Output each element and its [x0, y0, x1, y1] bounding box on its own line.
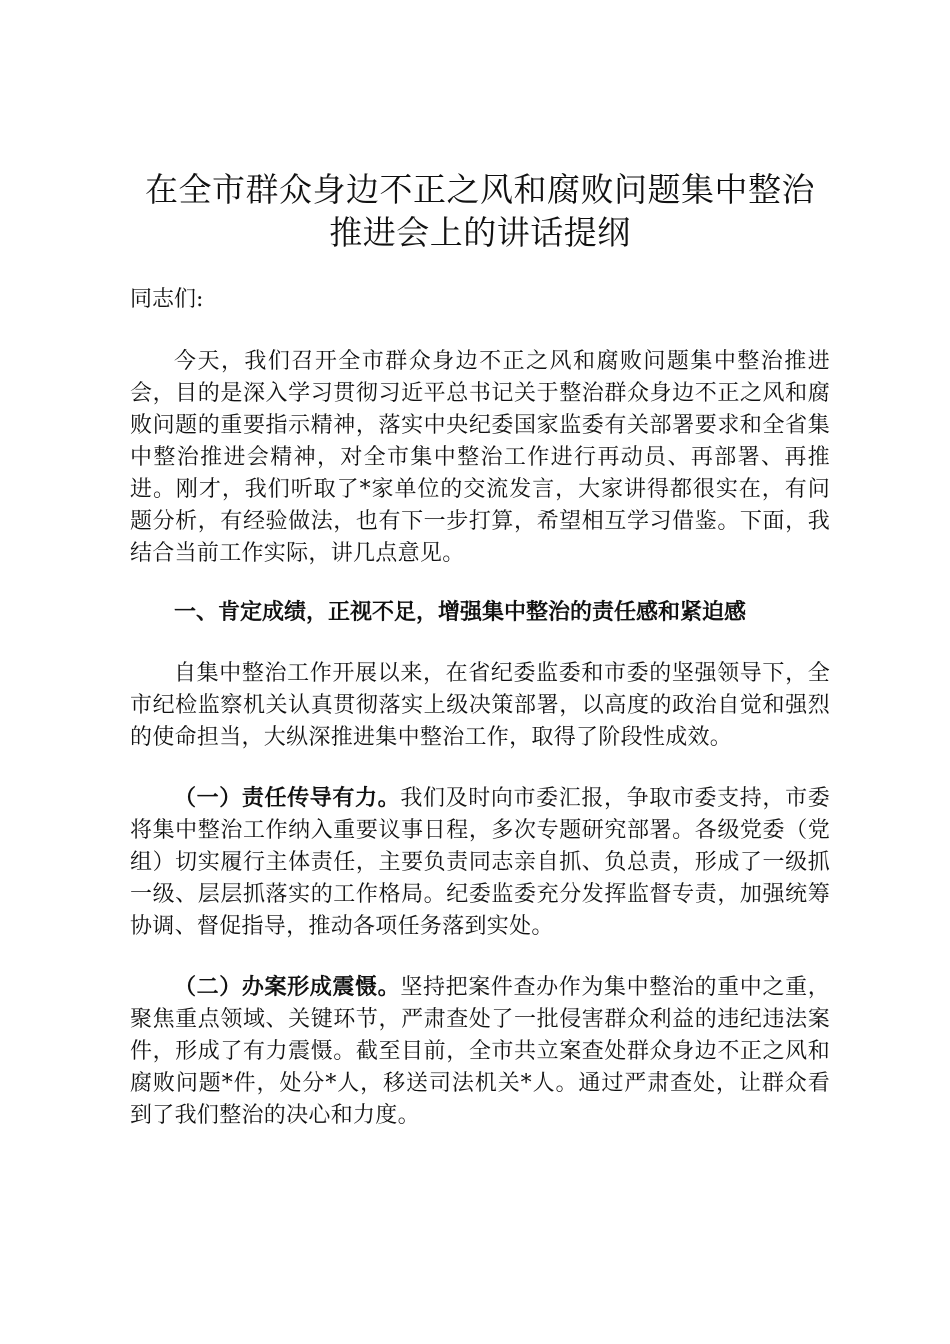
intro-paragraph: 今天，我们召开全市群众身边不正之风和腐败问题集中整治推进会，目的是深入学习贯彻习近平总书记关于整治群众身边不正之风和腐败问题的重要指示精神，落实中央纪委国家监委有关部署要求和全省集中整治推进会精神，对全市集中整治工作进行再动员、再部署、再推进。刚才，我们听取了*家单位的交流发言，大家讲得都很实在，有问题分析，有经验做法，也有下一步打算，希望相互学习借鉴。下面，我结合当前工作实际，讲几点意见。 [130, 349, 830, 566]
sub-item-1-text: 我们及时向市委汇报，争取市委支持，市委将集中整治工作纳入重要议事日程，多次专题研究部署。各级党委（党组）切实履行主体责任，主要负责同志亲自抓、负总责，形成了一级抓一级、层层抓落实的工作格局。纪委监委充分发挥监督专责，加强统筹协调、督促指导，推动各项任务落到实处。 [130, 786, 830, 939]
title-line-2: 推进会上的讲话提纲 [329, 213, 631, 252]
section-heading-1: 一、肯定成绩，正视不足，增强集中整治的责任感和紧迫感 [174, 600, 747, 625]
sub-item-1 [130, 783, 830, 943]
sub-item-2-lead: （二）办案形成震慑。 [174, 975, 401, 1000]
sub-item-2-text: 坚持把案件查办作为集中整治的重中之重，聚焦重点领域、关键环节，严肃查处了一批侵害群众利益的违纪违法案件，形成了有力震慑。截至目前，全市共立案查处群众身边不正之风和腐败问题*件，处分*人，移送司法机关*人。通过严肃查处，让群众看到了我们整治的决心和力度。 [130, 975, 830, 1128]
document-title [130, 168, 830, 254]
sub-item-1-lead: （一）责任传导有力。 [174, 786, 401, 811]
section-1-paragraph: 自集中整治工作开展以来，在省纪委监委和市委的坚强领导下，全市纪检监察机关认真贯彻落实上级决策部署，以高度的政治自觉和强烈的使命担当，大纵深推进集中整治工作，取得了阶段性成效。 [130, 661, 830, 750]
sub-item-2 [130, 972, 830, 1132]
document-body [130, 168, 830, 1132]
title-line-1: 在全市群众身边不正之风和腐败问题集中整治 [145, 170, 815, 209]
salutation: 同志们: [130, 287, 204, 312]
